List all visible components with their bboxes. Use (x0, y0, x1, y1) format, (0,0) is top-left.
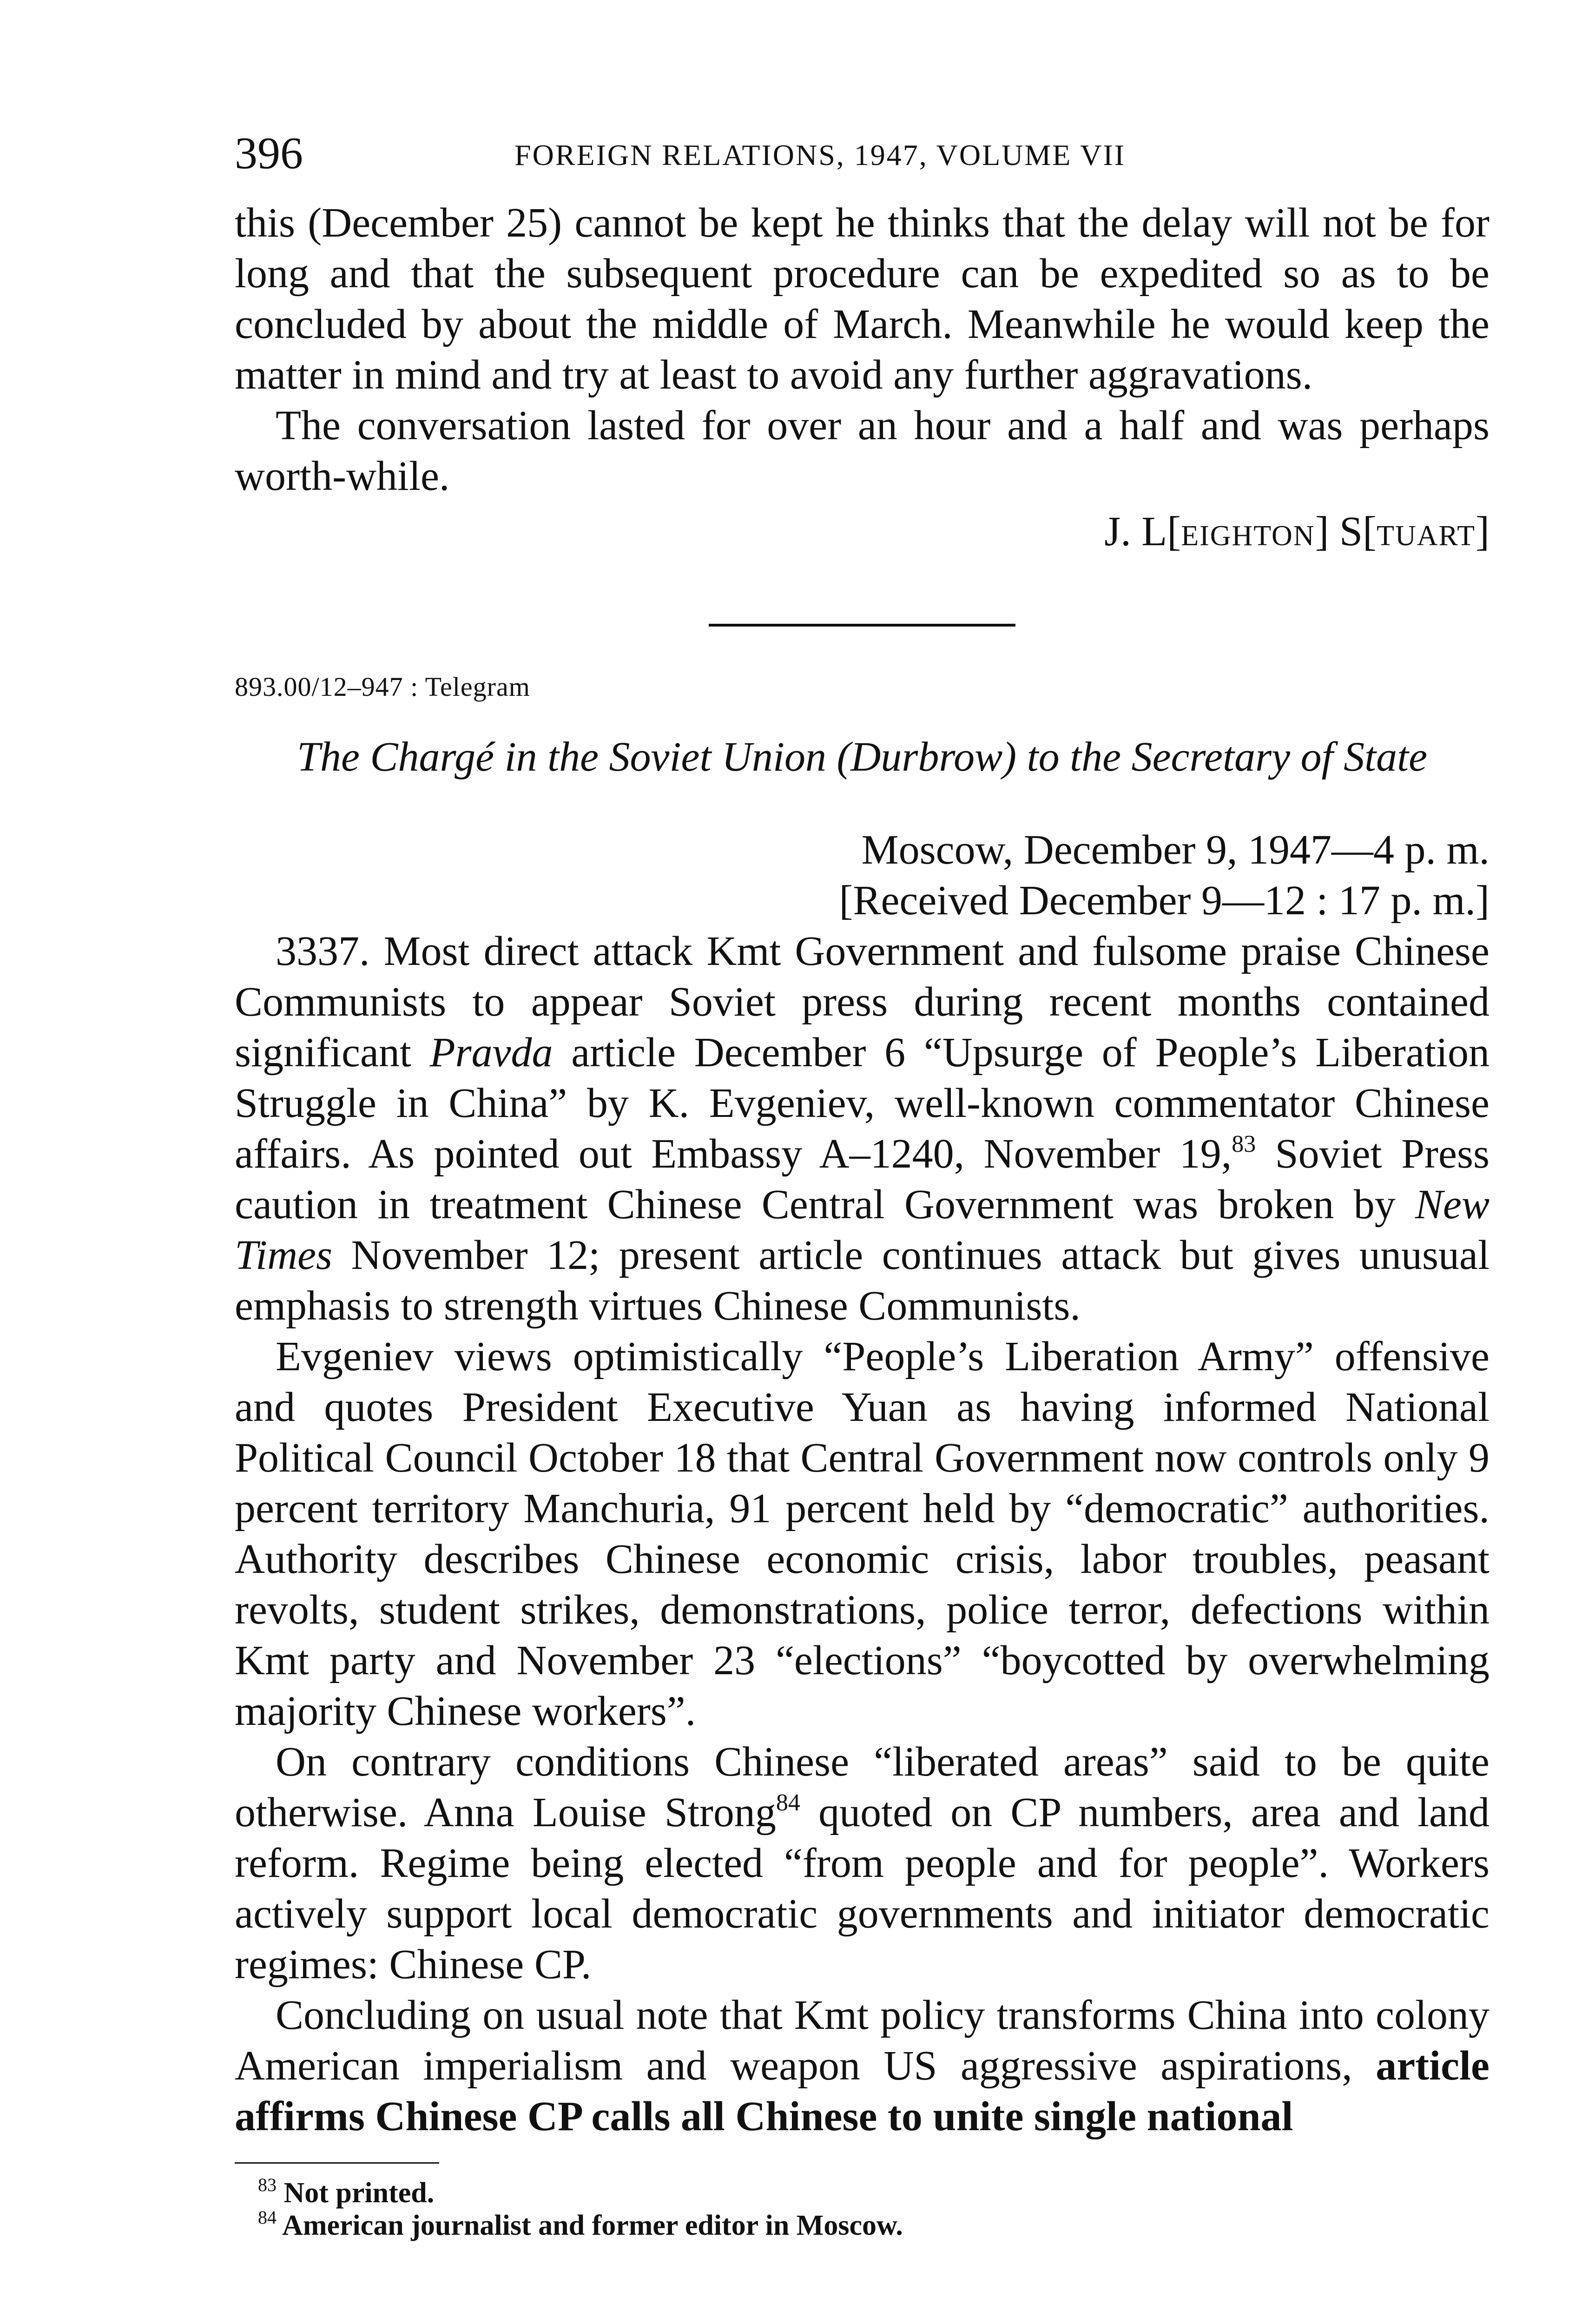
text-run: quoted on CP numbers, area and land reform. Regime being elected “from people and for people”. Workers actively support local democratic governments and initiator democratic regimes: Chinese CP. (235, 1789, 1489, 1987)
page-content (235, 125, 1489, 2242)
signature-name-stuart: TUART (1377, 520, 1476, 552)
closing-paragraph: The conversation lasted for over an hour and a half and was perhaps worth-while. (235, 403, 1489, 499)
body-paragraph-4 (235, 1990, 1489, 2142)
footnote-ref-84: 84 (776, 1789, 800, 1816)
dateline (235, 825, 1489, 926)
dateline-sent: Moscow, December 9, 1947—4 p. m. (861, 827, 1489, 873)
footnote-84 (235, 2209, 1489, 2242)
text-run: Concluding on usual note that Kmt policy transforms China into colony American imperialism and weapon US aggressive aspirations, (235, 1992, 1489, 2089)
body-paragraph-1 (235, 926, 1489, 1331)
footnote-text: American journalist and former editor in Moscow. (282, 2210, 903, 2241)
signature (235, 506, 1489, 561)
text-run: Soviet Press caution in treatment Chinese Central Government was broken by (235, 1131, 1489, 1228)
footnote-83 (235, 2174, 1489, 2209)
text-run: article December 6 “Upsurge of People’s Liberation Struggle in China” by K. Evgeniev, well-known commentator Chinese affairs. As pointed out Embassy A–1240, November 19, (235, 1030, 1489, 1177)
dateline-received: [Received December 9—12 : 17 p. m.] (839, 878, 1489, 924)
footnote-ref-83: 83 (1232, 1131, 1256, 1157)
text-run: 3337. Most direct attack Kmt Government and fulsome praise Chinese Communists to appear Soviet press during recent months contained significant (235, 928, 1489, 1076)
footnote-divider (235, 2162, 439, 2164)
page-header (235, 125, 1489, 191)
running-head: FOREIGN RELATIONS, 1947, VOLUME VII (514, 139, 1126, 172)
signature-part: J. L[ (1104, 508, 1181, 555)
footnotes (235, 2174, 1489, 2242)
footnote-mark: 84 (258, 2207, 277, 2228)
text-run: On contrary conditions Chinese “liberated areas” said to be quite otherwise. Anna Louise Strong (235, 1739, 1489, 1835)
page-number: 396 (235, 128, 303, 178)
footnote-text: Not printed. (283, 2177, 435, 2209)
file-reference: 893.00/12–947 : Telegram (235, 672, 530, 702)
pravda-title: Pravda (429, 1030, 553, 1076)
signature-name-leighton: EIGHTON (1181, 520, 1315, 552)
section-divider (709, 624, 1015, 627)
body-paragraph-2: Evgeniev views optimistically “People’s Liberation Army” offensive and quotes President Executive Yuan as having informed National Political Council October 18 that Central Government now controls only 9 percent territory Manchuria, 91 percent held by “democratic” authorities. Authority describes Chinese economic crisis, labor troubles, peasant revolts, student strikes, demonstrations, police terror, defections within Kmt party and November 23 “elections” “boycotted by overwhelming majority Chinese workers”. (235, 1334, 1489, 1734)
continued-paragraph: this (December 25) cannot be kept he thinks that the delay will not be for long and that the subsequent procedure can be expedited so as to be concluded by about the middle of March. Meanwhile he would keep the matter in mind and try at least to avoid any further aggravations. (235, 200, 1489, 398)
text-run: November 12; present article continues attack but gives unusual emphasis to strength virtues Chinese Communists. (235, 1232, 1489, 1329)
document-title: The Chargé in the Soviet Union (Durbrow) to the Secretary of State (297, 734, 1428, 780)
footnote-mark: 83 (258, 2174, 277, 2195)
signature-part: ] (1476, 508, 1489, 555)
body-paragraph-3 (235, 1736, 1489, 1990)
new-times-title: New Times (235, 1182, 1489, 1278)
signature-part: ] S[ (1315, 508, 1377, 555)
text-run-bold: article affirms Chinese CP calls all Chinese to unite single national (235, 2043, 1490, 2139)
